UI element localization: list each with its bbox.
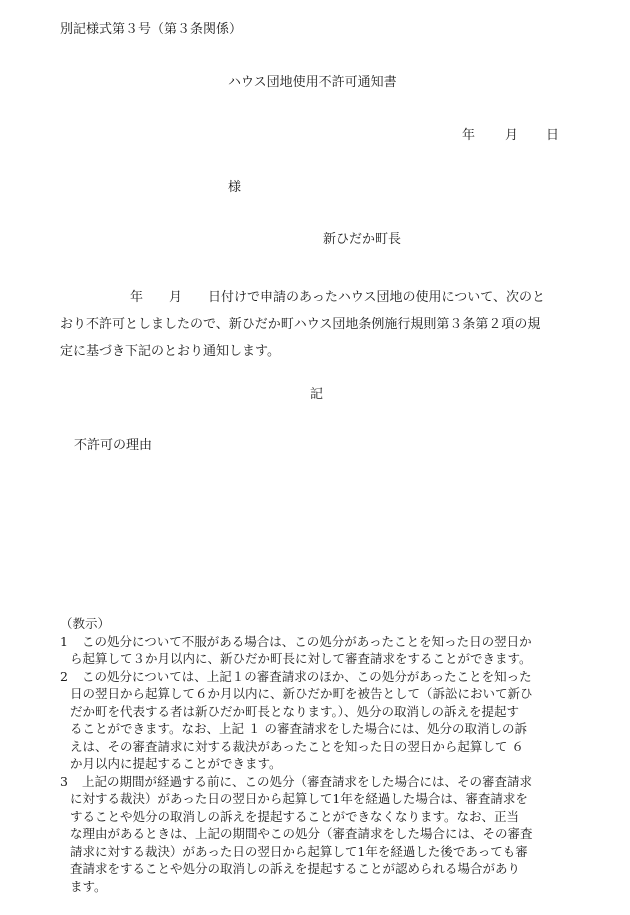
notice-line: 日の翌日から起算して６か月以内に、新ひだか町を被告として（訴訟において新ひ — [70, 686, 533, 701]
notice-line: この処分については、上記１の審査請求のほか、この処分があったことを知った — [82, 668, 532, 684]
notice-line: 上記の期間が経過する前に、この処分（審査請求をした場合には、その審査請求 — [82, 773, 533, 789]
reason-heading: 不許可の理由 — [74, 438, 153, 453]
notice-item-number: 2 — [60, 668, 68, 684]
issuer-name: 新ひだか町長 — [323, 232, 402, 247]
date-year-label: 年 — [462, 128, 476, 143]
body-line: 年 月 日付けで申請のあったハウス団地の使用について、次のと — [130, 290, 545, 305]
notice-line: ます。 — [70, 878, 107, 894]
date-day-label: 日 — [546, 128, 560, 143]
body-paragraph — [60, 284, 580, 365]
date-month-label: 月 — [505, 128, 519, 143]
date-line — [462, 128, 559, 144]
body-line: 定に基づき下記のとおり通知します。 — [60, 344, 280, 359]
notice-heading: （教示） — [60, 616, 111, 631]
ki-marker: 記 — [310, 387, 324, 402]
notice-line: えは、その審査請求に対する裁決があったことを知った日の翌日から起算して ６ — [70, 738, 524, 754]
notice-line: な理由があるときは、上記の期間やこの処分（審査請求をした場合には、その審査 — [70, 826, 533, 841]
notice-line: に対する裁決）があった日の翌日から起算して1年を経過した場合は、審査請求を — [70, 791, 528, 806]
addressee-suffix: 様 — [228, 180, 242, 195]
notice-line: 査請求をすることや処分の取消しの訴えを提起することが認められる場合があり — [70, 861, 521, 876]
notice-line: ら起算して３か月以内に、新ひだか町長に対して審査請求をすることができます。 — [70, 651, 532, 666]
notice-line: することや処分の取消しの訴えを提起することができなくなります。なお、正当 — [70, 808, 520, 824]
notice-line: ることができます。なお、上記 １ の審査請求をした場合には、処分の取消しの訴 — [70, 721, 527, 736]
notice-item-number: 3 — [60, 773, 68, 789]
form-number: 別記様式第３号（第３条関係） — [60, 22, 243, 37]
notice-item-number: 1 — [60, 633, 68, 649]
notice-item-2 — [60, 668, 580, 773]
notice-line: だか町を代表する者は新ひだか町長となります。）、処分の取消しの訴えを提起す — [70, 703, 520, 719]
notice-item-1 — [60, 633, 580, 668]
appeal-notice — [60, 615, 580, 895]
notice-line: 請求に対する裁決）があった日の翌日から起算して1年を経過した後であっても審 — [70, 843, 528, 859]
notice-line: この処分について不服がある場合は、この処分があったことを知った日の翌日か — [82, 633, 532, 649]
body-line: おり不許可としましたので、新ひだか町ハウス団地条例施行規則第３条第２項の規 — [60, 317, 541, 332]
notice-item-3 — [60, 773, 580, 896]
document-title: ハウス団地使用不許可通知書 — [228, 75, 397, 90]
notice-line: か月以内に提起することができます。 — [70, 756, 282, 771]
